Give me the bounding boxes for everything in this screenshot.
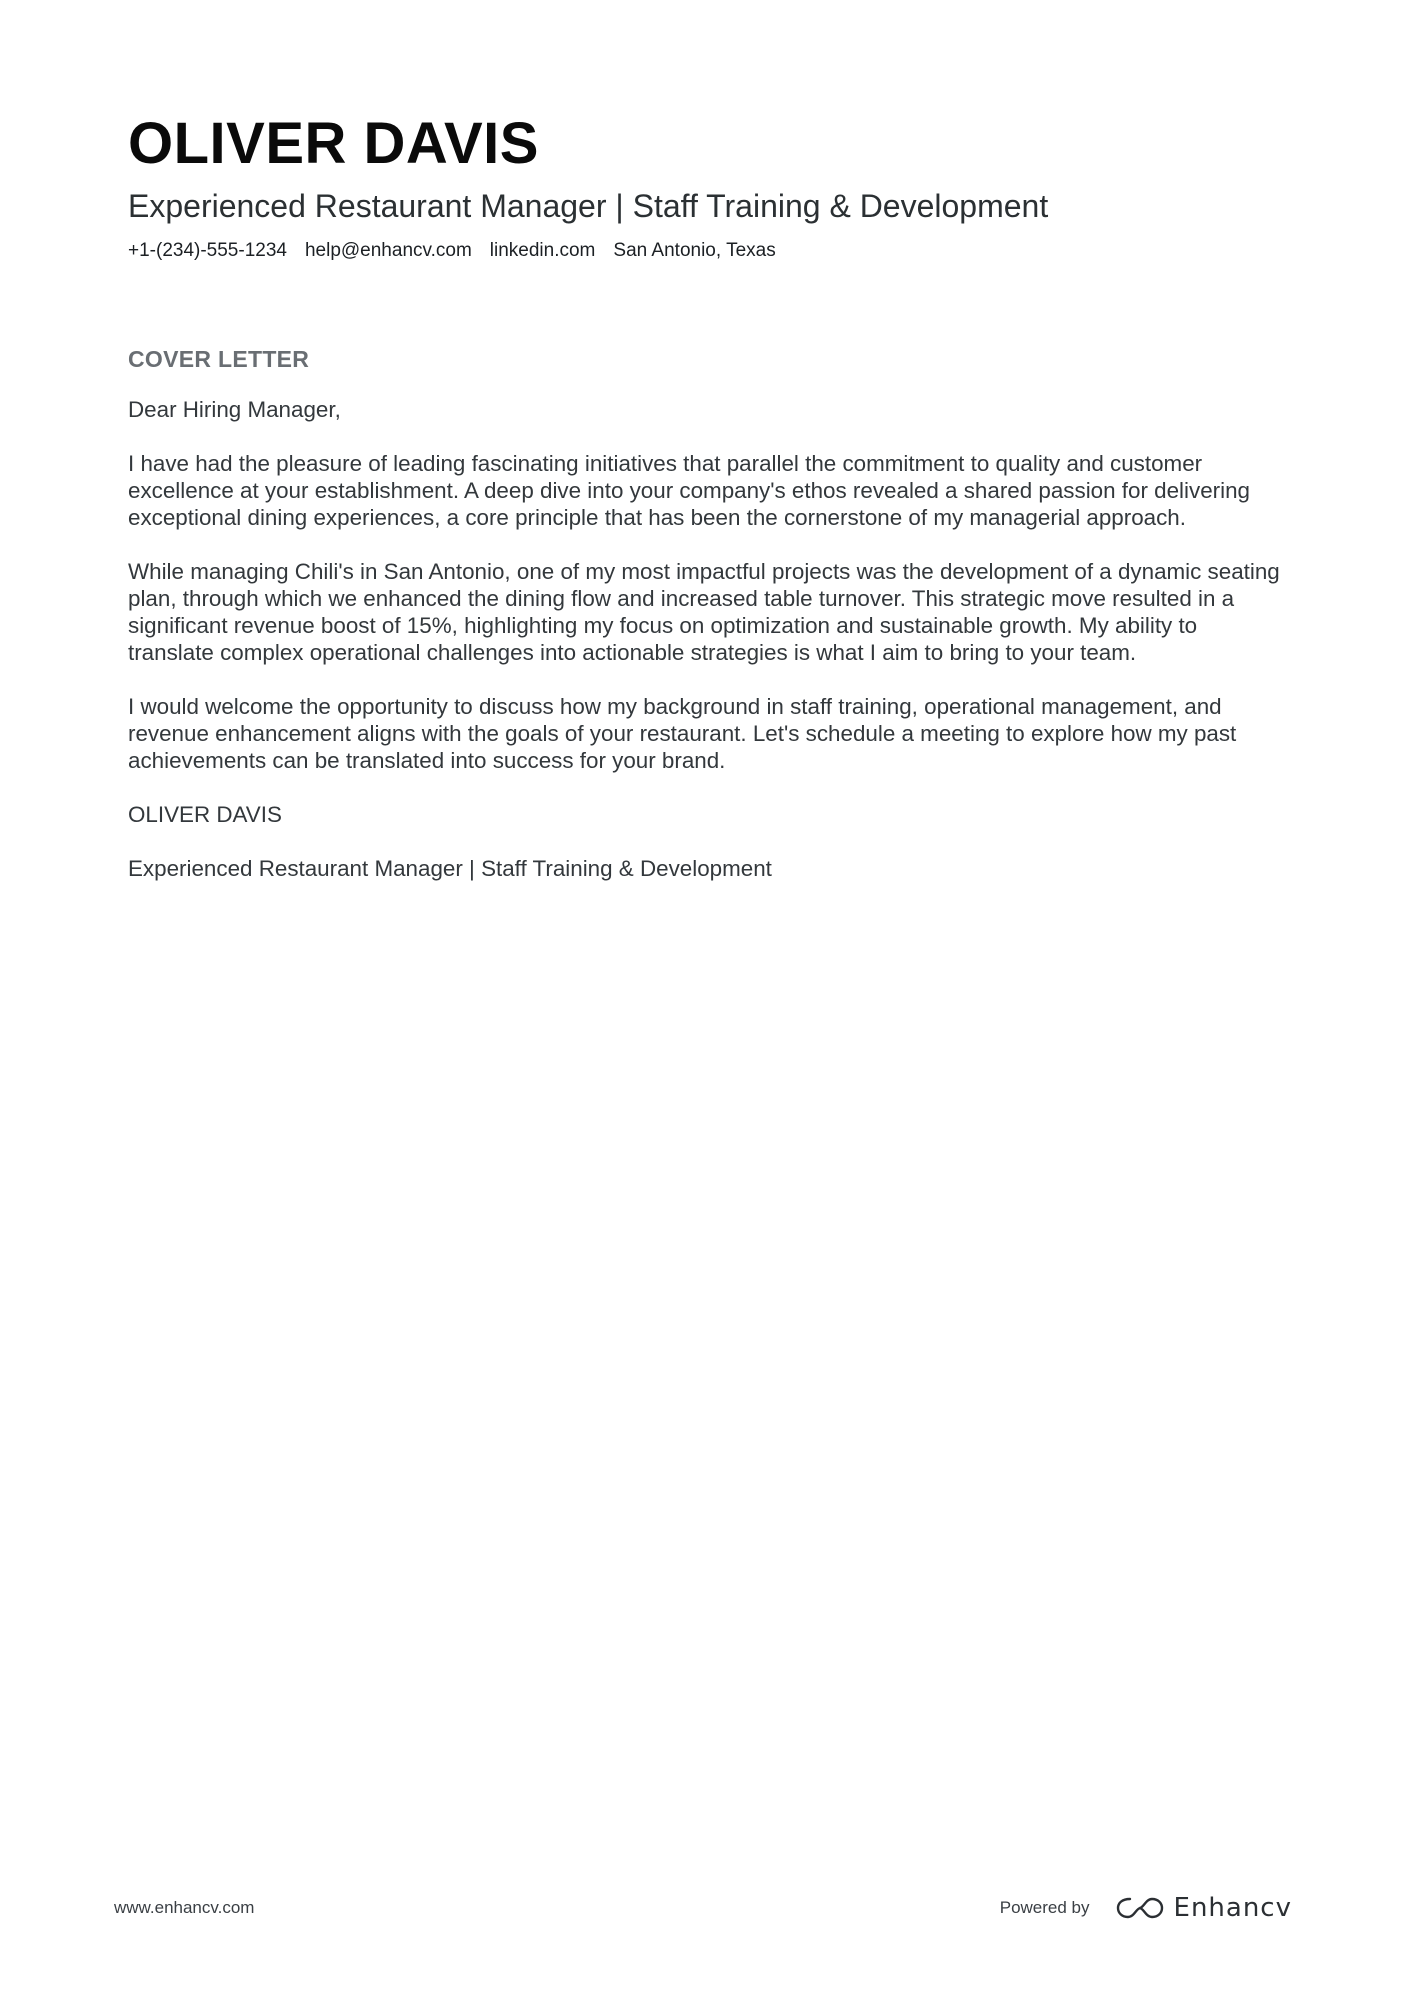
signature-title: Experienced Restaurant Manager | Staff Training & Development [128,856,772,881]
salutation: Dear Hiring Manager, [128,397,341,422]
signature-name: OLIVER DAVIS [128,802,282,827]
section-title: COVER LETTER [128,346,310,372]
applicant-headline: Experienced Restaurant Manager | Staff Training & Development [128,188,1049,224]
contact-email[interactable]: help@enhancv.com [304,240,472,261]
contact-linkedin[interactable]: linkedin.com [489,240,596,261]
powered-by [1000,1893,1292,1923]
contact-info [128,238,1288,264]
enhancv-logo-icon [1116,1895,1164,1921]
header [128,110,1288,264]
contact-phone[interactable]: +1-(234)-555-1234 [128,240,287,261]
contact-location: San Antonio, Texas [613,240,776,261]
brand-name: Enhancv [1173,1893,1292,1923]
letter-body [128,344,1288,909]
paragraph-3: I would welcome the opportunity to discuss how my background in staff training, operational management, and revenue enhancement aligns with the goals of your restaurant. Let's schedule a meeting to explore how my past achievements can be translated into success for your brand. [128,694,1237,773]
paragraph-1: I have had the pleasure of leading fascinating initiatives that parallel the commitment to quality and customer excellence at your establishment. A deep dive into your company's ethos revealed a shared passion for delivering exceptional dining experiences, a core principle that has been the cornerstone of my managerial approach. [128,451,1250,530]
footer [114,1890,1292,1926]
footer-url[interactable]: www.enhancv.com [114,1898,255,1917]
paragraph-2: While managing Chili's in San Antonio, one of my most impactful projects was the development of a dynamic seating plan, through which we enhanced the dining flow and increased table turnover. This strategic move resulted in a significant revenue boost of 15%, highlighting my focus on optimization and sustainable growth. My ability to translate complex operational challenges into actionable strategies is what I aim to bring to your team. [128,559,1280,665]
powered-by-label: Powered by [999,1898,1090,1917]
applicant-name: OLIVER DAVIS [128,111,539,176]
brand-logo[interactable] [1116,1893,1292,1923]
